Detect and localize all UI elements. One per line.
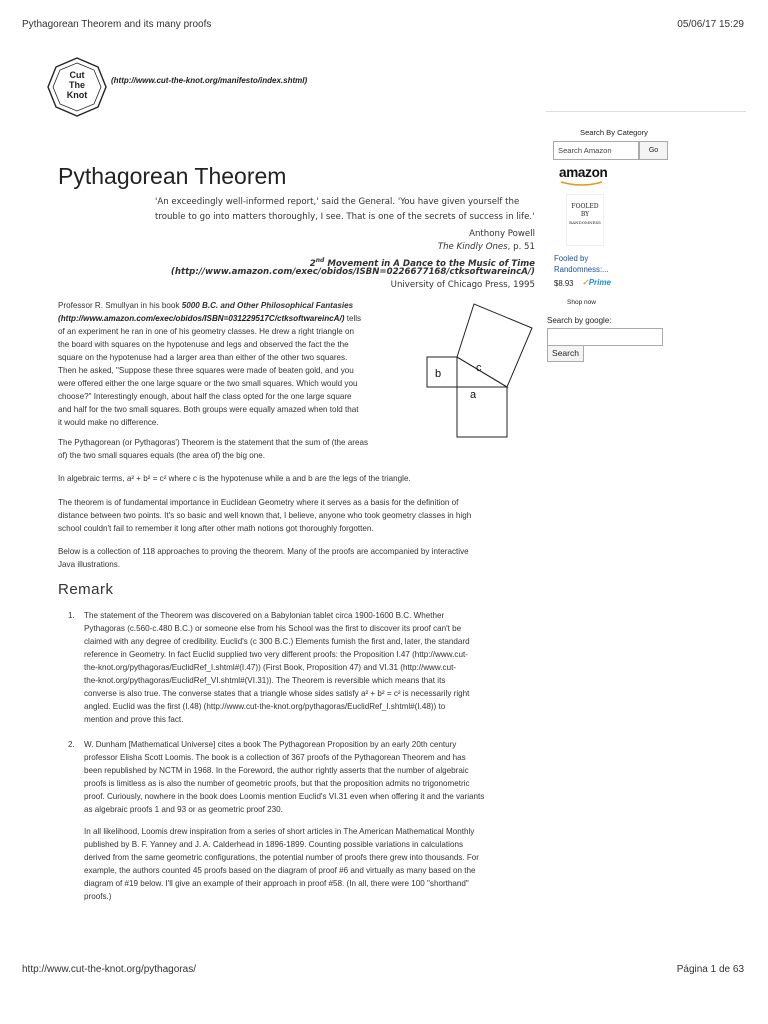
importance-line-3: school couldn't fail to remember it long after other math notions got thoroughly forgotten. bbox=[58, 524, 374, 533]
remark-2b-line-4: diagram of #19 below. I'll give an example of their approach in proof #58. (In all, there were 100 "shorthand" bbox=[84, 879, 469, 888]
smullyan-intro: Professor R. Smullyan in his book bbox=[58, 301, 182, 310]
smullyan-line-1: of an experiment he ran in one of his geometry classes. He drew a right triangle on bbox=[58, 327, 355, 336]
remark-2-line-2: been republished by NCTM in 1968. In the Foreword, the author rightly asserts that the number of algebraic bbox=[84, 766, 469, 775]
remark-2-number: 2. bbox=[68, 740, 75, 749]
square-b bbox=[427, 357, 457, 387]
quote-publisher: University of Chicago Press, 1995 bbox=[390, 280, 535, 290]
logo-text-the: The bbox=[68, 80, 85, 90]
google-search-input[interactable] bbox=[547, 328, 663, 346]
smullyan-paragraph bbox=[58, 299, 408, 429]
book-cover-title-line2: BY bbox=[580, 211, 590, 218]
logo-text-knot: Knot bbox=[66, 90, 88, 100]
pythagorean-diagram bbox=[415, 290, 550, 440]
remark-2-line-5: as algebraic proofs 1 and 93 or as geometric proof 230. bbox=[84, 805, 283, 814]
smullyan-line-4: Then he asked, "Suppose these three squares were made of beaten gold, and you bbox=[58, 366, 354, 375]
smullyan-amazon-link[interactable]: (http://www.amazon.com/exec/obidos/ISBN=031229517C/ctksoftwareincA/) bbox=[58, 314, 345, 323]
book-price: $8.93 bbox=[554, 279, 574, 288]
smullyan-line-8: it would make no difference. bbox=[58, 418, 159, 427]
amazon-logo[interactable] bbox=[559, 165, 607, 180]
remark-1-line-2: claimed with any degree of credibility. Euclid's (c 300 B.C.) Elements furnish the first and, later, the standard bbox=[84, 637, 470, 646]
collection-line-1: Below is a collection of 118 approaches to proving the theorem. Many of the proofs are accompanied by interactive bbox=[58, 547, 469, 556]
quote-book: The Kindly Ones bbox=[437, 242, 508, 252]
remark-1-line-3: reference in Geometry. In fact Euclid supplied two very different proofs: the Proposition I.47 (http://www.cut- bbox=[84, 650, 468, 659]
collection-paragraph bbox=[58, 545, 469, 571]
amazon-go-button[interactable]: Go bbox=[639, 141, 668, 160]
remark-2-body bbox=[84, 738, 544, 816]
manifesto-link[interactable]: (http://www.cut-the-knot.org/manifesto/index.shtml) bbox=[111, 76, 308, 85]
remark-2b-line-1: published by B. F. Yanney and J. A. Calderhead in 1896-1899. Counting possible variations in calculations bbox=[84, 840, 464, 849]
definition-line-1: The Pythagorean (or Pythagoras') Theorem is the statement that the sum of (the areas bbox=[58, 438, 369, 447]
remark-1-line-1: Pythagoras (c.560-c.480 B.C.) or someone else from his School was the first to discover its proof can't be bbox=[84, 624, 462, 633]
smullyan-line-3: square on the hypotenuse had a larger area than either of the other two squares. bbox=[58, 353, 348, 362]
quote-work-title: Movement in A Dance to the Music of Time bbox=[324, 258, 535, 269]
remark-2b-line-2: derived from the same geometric configurations, the potential number of proofs there grew into thousands. For bbox=[84, 853, 480, 862]
book-title-link[interactable]: Fooled by Randomness:... bbox=[554, 254, 609, 274]
smullyan-line-0: tells bbox=[346, 314, 362, 323]
importance-line-2: distance between two points. It's so basic and well known that, I believe, anyone who took geometry classes in high bbox=[58, 511, 472, 520]
remark-1-number: 1. bbox=[68, 611, 75, 620]
prime-text: Prime bbox=[588, 278, 611, 287]
quote-ordinal: 2 bbox=[309, 258, 316, 269]
square-a bbox=[457, 387, 507, 437]
smullyan-line-6: choose?" Interestingly enough, about half the class opted for the one large square bbox=[58, 392, 352, 401]
remark-1-line-4: the-knot.org/pythagoras/EuclidRef_I.shtml#(I.47)) (First Book, Proposition 47) and VI.31 (http://www.cut- bbox=[84, 663, 457, 672]
definition-line-2: of) the two small squares equals (the area of) the big one. bbox=[58, 451, 265, 460]
smullyan-line-7: and half for the two small squares. Both groups were equally amazed when told that bbox=[58, 405, 359, 414]
collection-line-2: Java illustrations. bbox=[58, 560, 121, 569]
label-c: c bbox=[476, 362, 482, 374]
google-search-label: Search by google: bbox=[547, 316, 612, 325]
smullyan-book: 5000 B.C. and Other Philosophical Fantasies bbox=[181, 301, 354, 310]
remark-1-line-6: converse is also true. The converse states that a triangle whose sides satisfy a² + b² = c² is necessarily right bbox=[84, 689, 470, 698]
remark-2b-line-5: proofs.) bbox=[84, 892, 112, 901]
remark-2-line-4: proof. Curiously, nowhere in the book does Loomis mention Euclid's VI.31 even when offering it and the variants bbox=[84, 792, 485, 801]
amazon-logo-text: amazon bbox=[559, 165, 608, 180]
prime-check-icon: ✓ bbox=[582, 278, 589, 287]
remark-2-line-0: W. Dunham [Mathematical Universe] cites a book The Pythagorean Proposition by an early 20th century bbox=[84, 740, 457, 749]
remark-1-line-5: the-knot.org/pythagoras/EuclidRef_VI.shtml#(VI.31)). The Theorem is reversible which means that its bbox=[84, 676, 446, 685]
logo-text-cut: Cut bbox=[69, 70, 85, 80]
print-header-datetime: 05/06/17 15:29 bbox=[677, 19, 744, 30]
page-title: Pythagorean Theorem bbox=[58, 163, 287, 189]
shop-now-link[interactable]: Shop now bbox=[567, 299, 596, 306]
quote-line-1: 'An exceedingly well-informed report,' said the General. 'You have given yourself the bbox=[155, 197, 520, 207]
remark-2b-line-0: In all likelihood, Loomis drew inspiration from a series of short articles in The American Mathematical Monthly bbox=[84, 827, 475, 836]
label-b: b bbox=[435, 368, 442, 380]
remark-2-continued bbox=[84, 825, 544, 903]
search-category-label: Search By Category bbox=[580, 128, 648, 137]
remark-1-line-8: mention and prove this fact. bbox=[84, 715, 184, 724]
book-cover-image[interactable] bbox=[566, 194, 604, 246]
google-search-button[interactable]: Search bbox=[547, 345, 584, 362]
remark-2b-line-3: example, the authors counted 45 proofs based on the diagram of proof #6 and virtually as many based on the bbox=[84, 866, 476, 875]
definition-paragraph bbox=[58, 436, 458, 462]
remark-2-line-3: proofs is limitless as is also the number of geometric proofs, but that the proposition admits no trigonometric bbox=[84, 779, 470, 788]
smullyan-line-2: the board with squares on the hypotenuse and legs and observed the fact the the bbox=[58, 340, 349, 349]
square-c bbox=[457, 304, 532, 387]
print-footer-url: http://www.cut-the-knot.org/pythagoras/ bbox=[22, 964, 196, 975]
prime-badge bbox=[582, 278, 611, 287]
importance-paragraph bbox=[58, 496, 471, 535]
quote-line-2: trouble to go into matters thoroughly, I see. That is one of the secrets of success in life.' bbox=[155, 212, 535, 222]
quote-book-page: , p. 51 bbox=[507, 242, 535, 252]
remark-1-body bbox=[84, 609, 544, 726]
importance-line-1: The theorem is of fundamental importance in Euclidean Geometry where it serves as a basis for the definition of bbox=[58, 498, 459, 507]
quote-ordinal-sup: nd bbox=[315, 257, 325, 264]
quote-author: Anthony Powell bbox=[469, 229, 535, 239]
smullyan-line-5: were offered either the one large square or the two small squares. Which would you bbox=[58, 379, 358, 388]
remark-1-line-7: angled. Euclid was the first (I.48) (http://www.cut-the-knot.org/pythagoras/EuclidRef_I.shtml#(I.48)) to bbox=[84, 702, 446, 711]
remark-1-line-0: The statement of the Theorem was discovered on a Babylonian tablet circa 1900-1600 B.C. Whether bbox=[84, 611, 445, 620]
remark-heading: Remark bbox=[58, 581, 114, 598]
amazon-smile-icon bbox=[560, 181, 604, 187]
remark-2-line-1: professor Elisha Scott Loomis. The book is a collection of 367 proofs of the Pythagorean Theorem and has bbox=[84, 753, 466, 762]
print-footer-page: Página 1 de 63 bbox=[676, 964, 744, 975]
sidebar-divider bbox=[546, 111, 746, 112]
amazon-search-input[interactable] bbox=[553, 141, 639, 160]
label-a: a bbox=[470, 389, 477, 401]
book-cover-title-line3: RANDOMNESS bbox=[569, 220, 601, 225]
algebraic-paragraph: In algebraic terms, a² + b² = c² where c is the hypotenuse while a and b are the legs of the triangle. bbox=[58, 474, 411, 483]
cut-the-knot-logo[interactable] bbox=[46, 56, 108, 118]
print-header-title: Pythagorean Theorem and its many proofs bbox=[22, 19, 212, 30]
book-cover-title-line1: FOOLED bbox=[571, 203, 599, 210]
amazon-search-placeholder: Search Amazon bbox=[558, 146, 612, 155]
quote-amazon-link[interactable]: (http://www.amazon.com/exec/obidos/ISBN=0226677168/ctksoftwareincA/) bbox=[170, 267, 535, 277]
